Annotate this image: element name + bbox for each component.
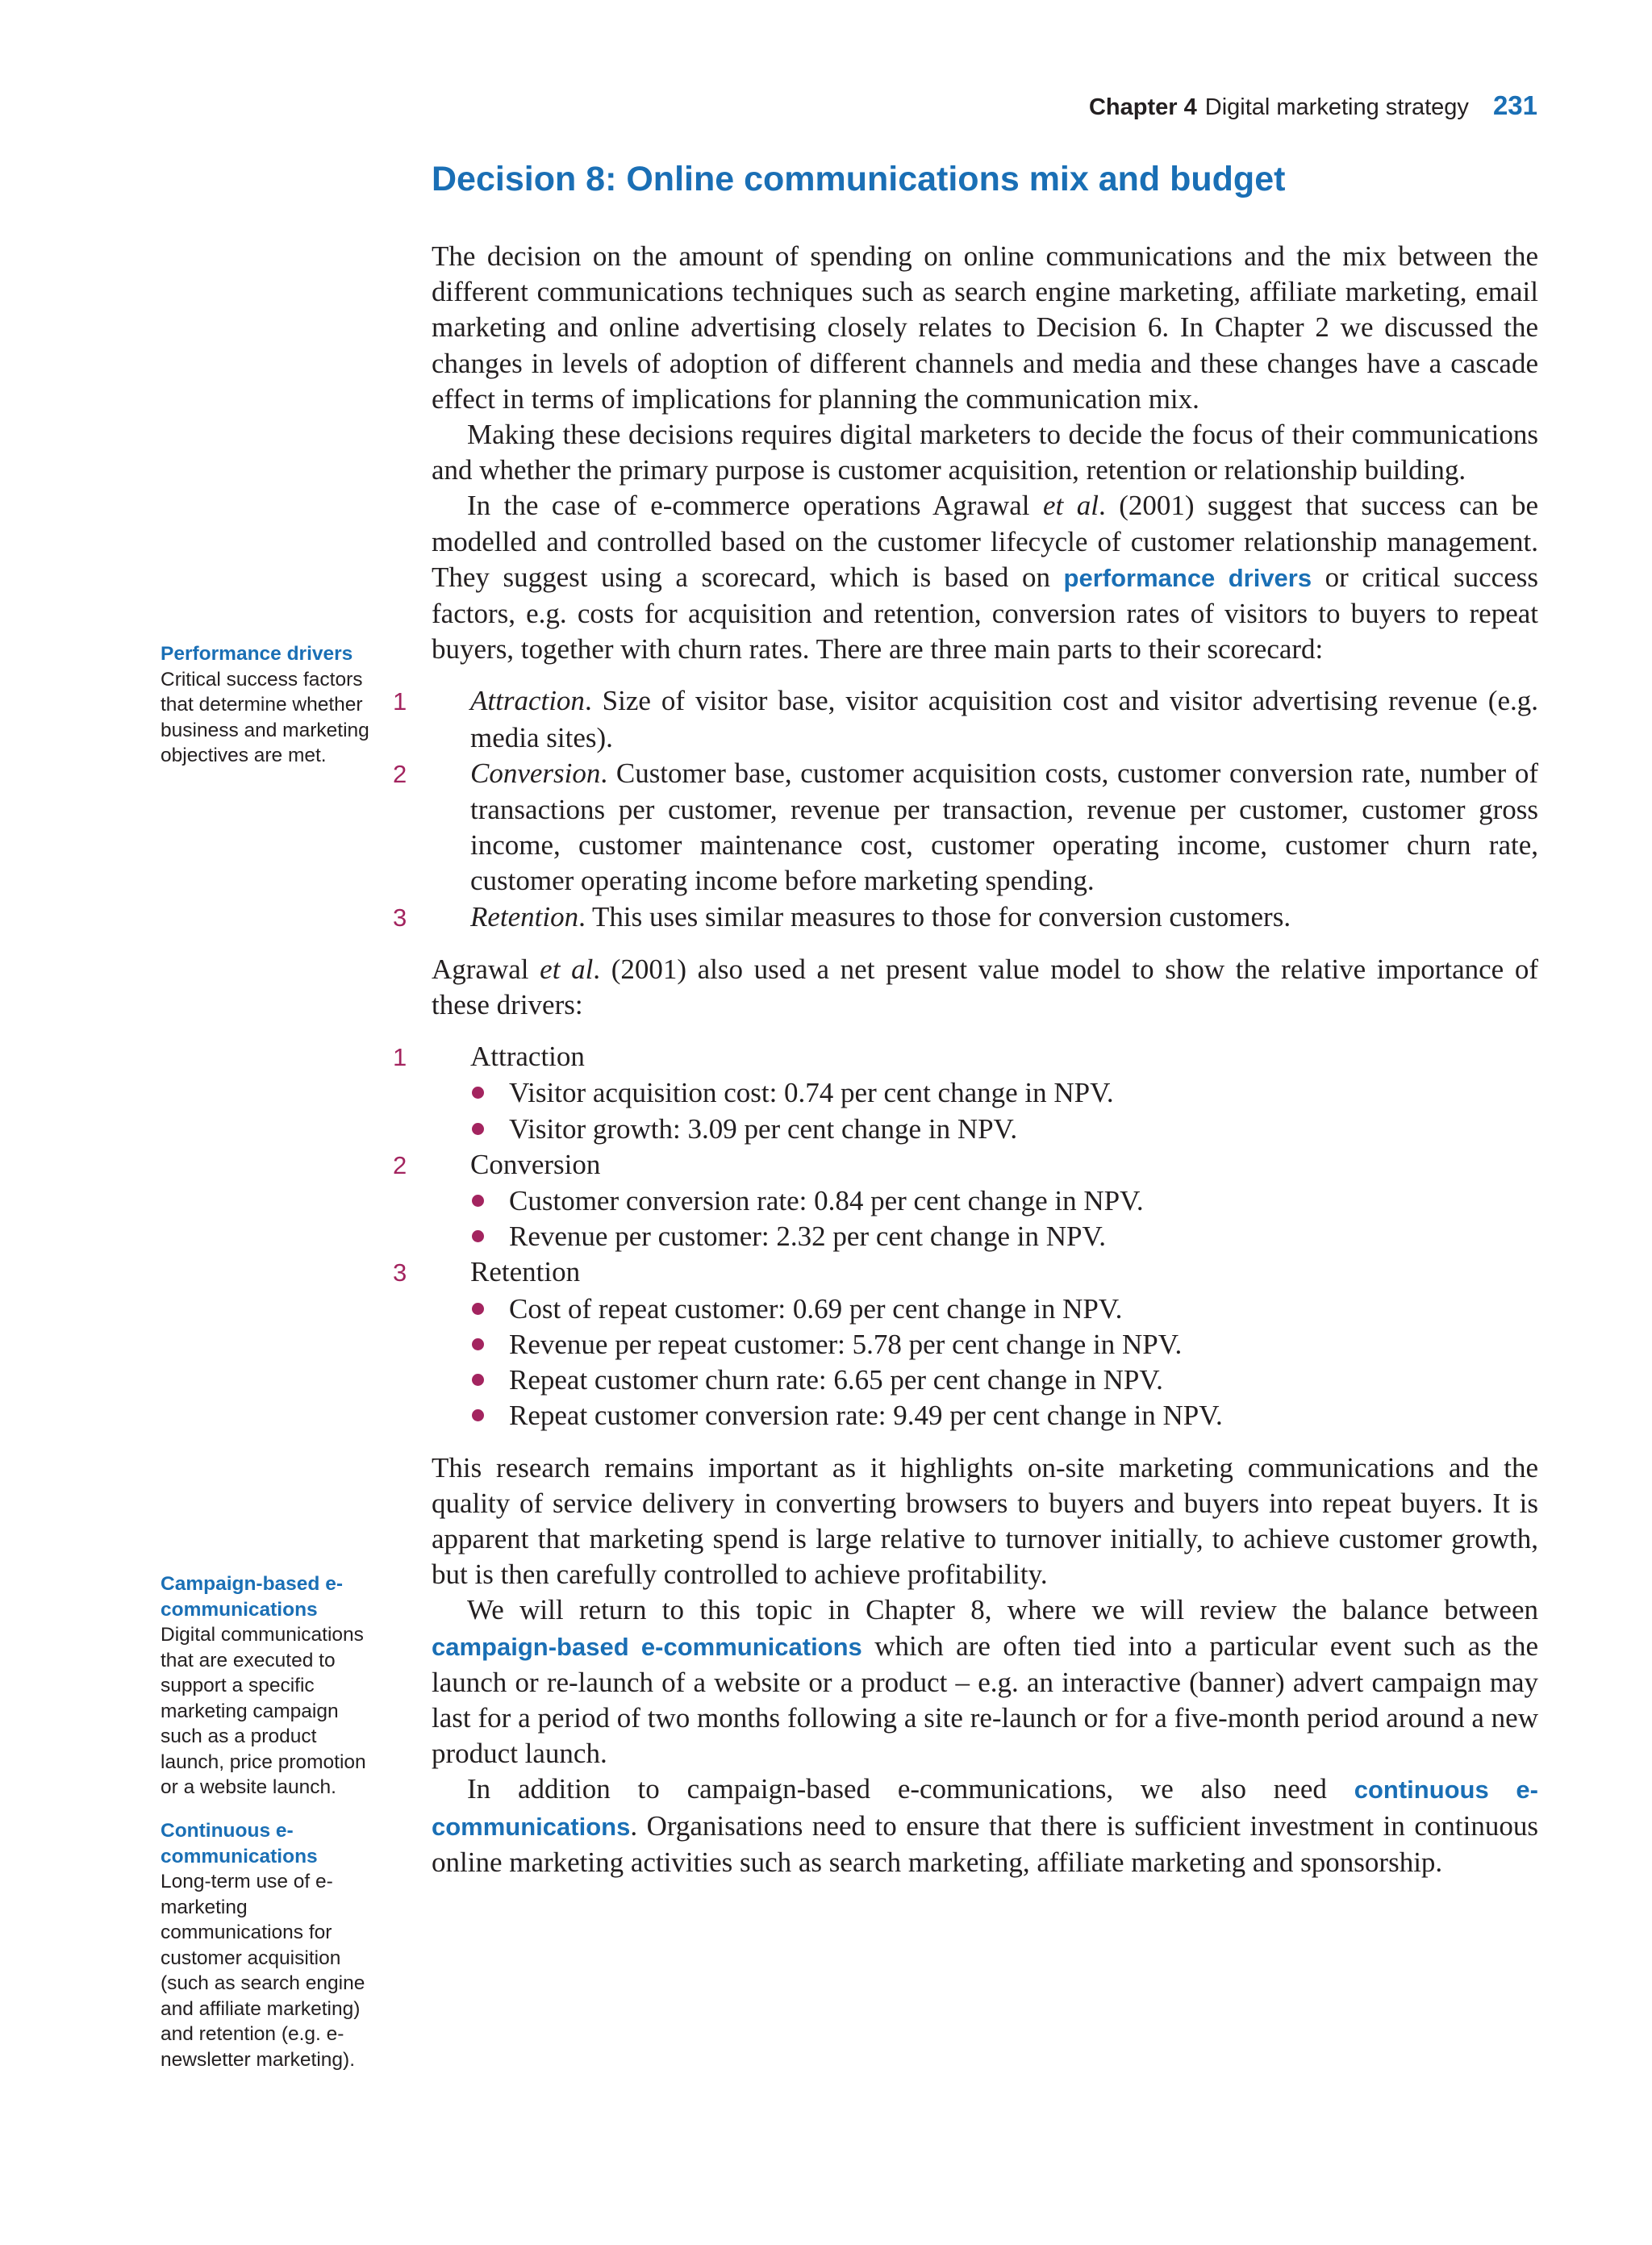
bullet-item: Repeat customer conversion rate: 9.49 per cent change in NPV. xyxy=(432,1398,1538,1433)
list-item: 3 Retention xyxy=(393,1256,581,1288)
list-item: 1 Attraction. Size of visitor base, visitor acquisition cost and visitor advertising revenue (e.g. media sites). xyxy=(393,685,1538,753)
bullet-item: Repeat customer churn rate: 6.65 per cent change in NPV. xyxy=(432,1362,1538,1398)
margin-note-campaign-based xyxy=(161,1571,378,1801)
paragraph: Making these decisions requires digital marketers to decide the focus of their communications and whether the primary purpose is customer acquisition, retention or relationship building. xyxy=(432,419,1538,486)
margin-note-term: Continuous e-communications xyxy=(161,1820,318,1867)
chapter-label: Chapter 4 xyxy=(1088,94,1197,120)
list-item: 2 Conversion xyxy=(393,1148,601,1180)
key-term: performance drivers xyxy=(1063,563,1312,592)
section-title: Decision 8: Online communications mix and budget xyxy=(432,160,1286,198)
list-item: 1 Attraction xyxy=(393,1041,585,1073)
key-term: campaign-based e-communications xyxy=(432,1632,862,1661)
bullet-item: Revenue per repeat customer: 5.78 per cent change in NPV. xyxy=(432,1327,1538,1362)
scorecard-list xyxy=(393,683,1538,935)
bullet-item: Revenue per customer: 2.32 per cent change in NPV. xyxy=(432,1219,1538,1254)
npv-driver-list xyxy=(393,1039,1538,1433)
margin-note-continuous xyxy=(161,1818,378,2072)
margin-note-performance-drivers xyxy=(161,641,378,769)
margin-note-definition: Long-term use of e-marketing communications for customer acquisition (such as search engine and affiliate marketing) and retention (e.g. e-newsletter marketing). xyxy=(161,1871,365,2071)
key-term: continuous e-communications xyxy=(432,1776,1538,1841)
margin-note-definition: Critical success factors that determine whether business and marketing objectives are met. xyxy=(161,668,369,766)
paragraph: Agrawal et al. (2001) also used a net present value model to show the relative importance of these drivers: xyxy=(432,953,1538,1021)
margin-note-term: Performance drivers xyxy=(161,643,353,665)
bullet-item: Cost of repeat customer: 0.69 per cent change in NPV. xyxy=(432,1292,1538,1327)
bullet-item: Customer conversion rate: 0.84 per cent change in NPV. xyxy=(432,1183,1538,1219)
list-item: 3 Retention. This uses similar measures to those for conversion customers. xyxy=(393,900,1291,933)
margin-note-term: Campaign-based e-communications xyxy=(161,1573,343,1621)
paragraph: We will return to this topic in Chapter 8, where we will review the balance between campaign-based e-communications which are often tied into a particular event such as the launch or re-launch of a website or a product – e.g. an interactive (banner) advert campaign may last for a period of two months following a site re-launch or for a five-month period around a new product launch. xyxy=(432,1594,1538,1770)
paragraph: This research remains important as it highlights on-site marketing communications and the quality of service delivery in converting browsers to buyers and buyers into repeat buyers. It is apparent that marketing spend is large relative to turnover initially, to achieve customer growth, but is then carefully controlled to achieve profitability. xyxy=(432,1451,1538,1591)
page-number: 231 xyxy=(1492,90,1537,120)
paragraph: In addition to campaign-based e-communications, we also need continuous e-communications. Organisations need to ensure that there is sufficient investment in continuous online marketing activities such as search marketing, affiliate marketing and sponsorship. xyxy=(432,1773,1538,1878)
chapter-title: Digital marketing strategy xyxy=(1204,94,1469,120)
bullet-item: Visitor growth: 3.09 per cent change in NPV. xyxy=(432,1112,1538,1147)
running-head xyxy=(1089,90,1537,121)
paragraph: In the case of e-commerce operations Agrawal et al. (2001) suggest that success can be modelled and controlled based on the customer lifecycle of customer relationship management. They suggest using a scorecard, which is based on performance drivers or critical success factors, e.g. costs for acquisition and retention, conversion rates of visitors to buyers to repeat buyers, together with churn rates. There are three main parts to their scorecard: xyxy=(432,490,1538,666)
bullet-item: Visitor acquisition cost: 0.74 per cent change in NPV. xyxy=(432,1075,1538,1111)
margin-note-definition: Digital communications that are executed to support a specific marketing campaign such as a product launch, price promotion or a website launch. xyxy=(161,1624,366,1798)
paragraph: The decision on the amount of spending on online communications and the mix between the different communications techniques such as search engine marketing, affiliate marketing, email marketing and online advertising closely relates to Decision 6. In Chapter 2 we discussed the changes in levels of adoption of different channels and media and these changes have a cascade effect in terms of implications for planning the communication mix. xyxy=(432,240,1538,415)
body-text xyxy=(393,239,1538,1880)
list-item: 2 Conversion. Customer base, customer acquisition costs, customer conversion rate, number of transactions per customer, revenue per transaction, revenue per customer, customer gross income, customer maintenance cost, customer operating income, customer churn rate, customer operating income before marketing spending. xyxy=(393,757,1538,897)
